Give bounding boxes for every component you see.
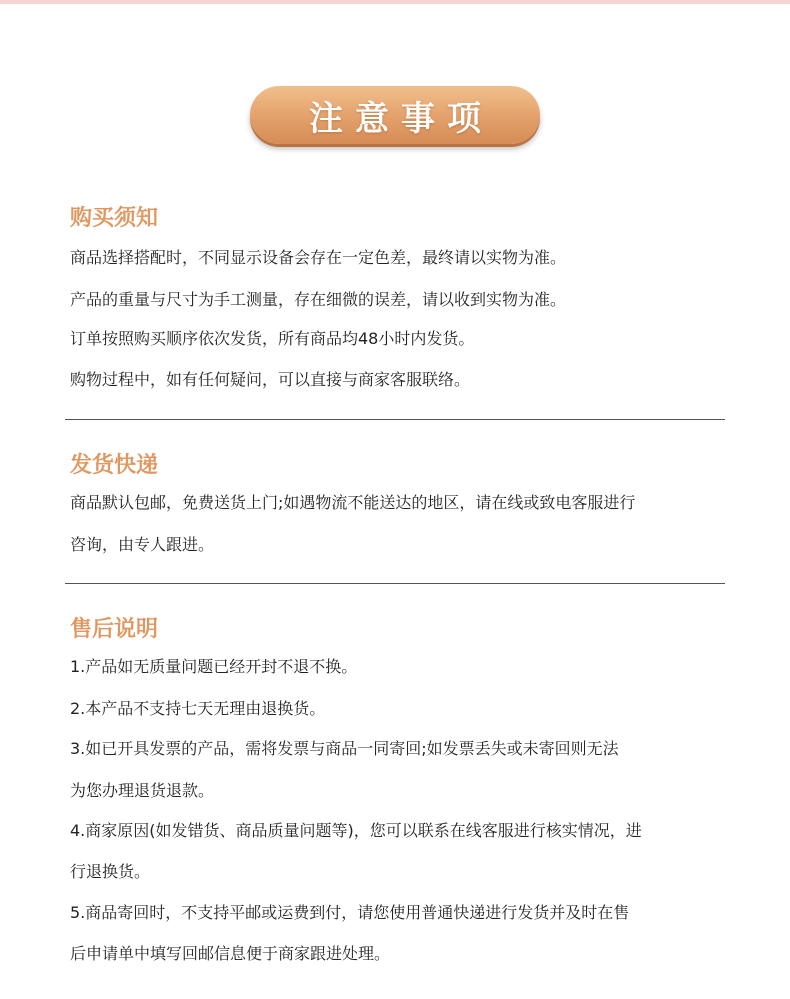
shipping-line: 咨询，由专人跟进。 xyxy=(70,535,215,554)
notice-title-banner xyxy=(250,86,540,144)
section-divider xyxy=(65,583,725,584)
aftersales-line: 行退换货。 xyxy=(70,862,151,881)
aftersales-line: 为您办理退货退款。 xyxy=(70,781,215,800)
notice-title: 注意事项 xyxy=(309,98,493,139)
purchase-line: 产品的重量与尺寸为手工测量，存在细微的误差，请以收到实物为准。 xyxy=(70,290,567,309)
aftersales-line: 3.如已开具发票的产品，需将发票与商品一同寄回;如发票丢失或未寄回则无法 xyxy=(70,739,619,758)
aftersales-line: 1.产品如无质量问题已经开封不退不换。 xyxy=(70,657,358,676)
shipping-line: 商品默认包邮，免费送货上门;如遇物流不能送达的地区，请在线或致电客服进行 xyxy=(70,493,636,512)
aftersales-line: 5.商品寄回时，不支持平邮或运费到付，请您使用普通快递进行发货并及时在售 xyxy=(70,903,630,922)
aftersales-line: 4.商家原因(如发错货、商品质量问题等)，您可以联系在线客服进行核实情况，进 xyxy=(70,821,642,840)
aftersales-line: 2.本产品不支持七天无理由退换货。 xyxy=(70,699,326,718)
shipping-section-heading: 发货快递 xyxy=(70,453,159,478)
purchase-line: 购物过程中，如有任何疑问，可以直接与商家客服联络。 xyxy=(70,370,471,389)
section-divider xyxy=(65,419,725,420)
top-accent-band xyxy=(0,0,790,4)
purchase-line: 订单按照购买顺序依次发货，所有商品均48小时内发货。 xyxy=(70,329,475,348)
aftersales-line: 后申请单中填写回邮信息便于商家跟进处理。 xyxy=(70,944,391,963)
purchase-line: 商品选择搭配时，不同显示设备会存在一定色差，最终请以实物为准。 xyxy=(70,248,567,267)
purchase-section-heading: 购买须知 xyxy=(70,206,159,231)
aftersales-section-heading: 售后说明 xyxy=(70,617,159,642)
